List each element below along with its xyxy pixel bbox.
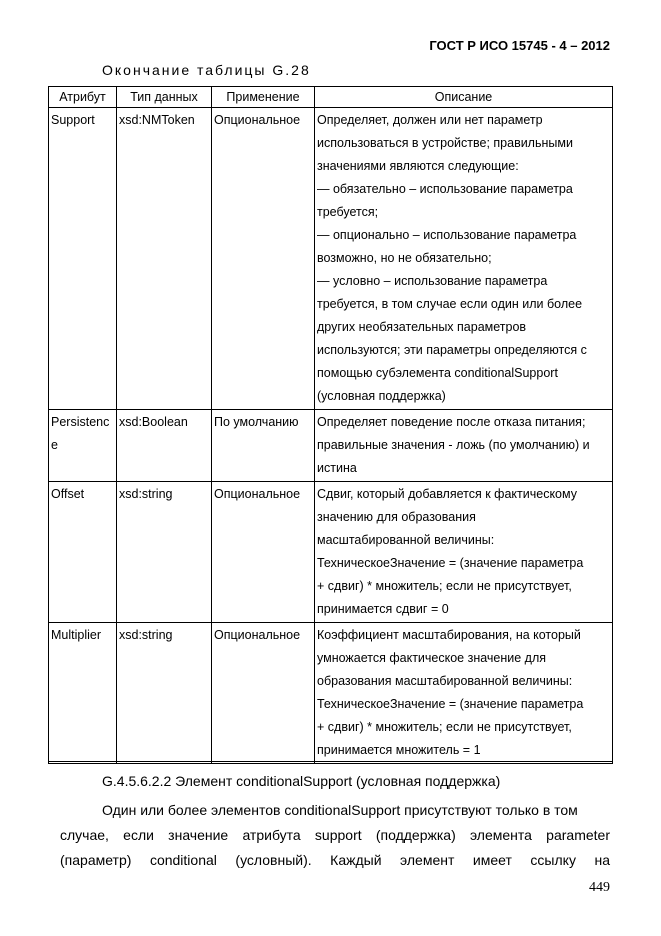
- table-row: [49, 623, 613, 764]
- description-line: + сдвиг) * множитель; если не присутствует,: [317, 579, 572, 593]
- description-line: других необязательных параметров: [317, 320, 527, 334]
- attribute-name-line: e: [51, 438, 58, 452]
- attributes-table: [48, 86, 613, 764]
- page-number: 449: [589, 880, 610, 895]
- description-line: помощью субэлемента conditionalSupport: [317, 366, 558, 380]
- description-line: — условно – использование параметра: [317, 274, 548, 288]
- cell-attribute: [49, 482, 117, 623]
- cell-description: [315, 108, 613, 410]
- cell-description: [315, 623, 613, 764]
- description-line: принимается сдвиг = 0: [317, 602, 449, 616]
- paragraph-first-line: Один или более элементов conditionalSupport присутствуют только в том: [102, 802, 578, 818]
- description-line: + сдвиг) * множитель; если не присутствует,: [317, 720, 572, 734]
- table-body: [49, 108, 613, 764]
- cell-data-type: xsd:Boolean: [117, 410, 212, 482]
- cell-description: [315, 482, 613, 623]
- cell-usage: Опциональное: [212, 108, 315, 410]
- description-line: требуется;: [317, 205, 379, 219]
- description-line: Сдвиг, который добавляется к фактическому: [317, 487, 577, 501]
- description-line: принимается множитель = 1: [317, 743, 481, 757]
- table-row: [49, 482, 613, 623]
- paragraph-line: (параметр) conditional (условный). Каждый элемент имеет ссылку на: [60, 852, 610, 868]
- description-line: значениями являются следующие:: [317, 159, 519, 173]
- cell-usage: Опциональное: [212, 482, 315, 623]
- cell-description: [315, 410, 613, 482]
- description-line: значению для образования: [317, 510, 476, 524]
- cell-data-type: xsd:string: [117, 623, 212, 764]
- description-line: — опционально – использование параметра: [317, 228, 577, 242]
- column-header-description: Описание: [315, 87, 613, 108]
- description-line: ТехническоеЗначение = (значение параметра: [317, 556, 584, 570]
- cell-attribute: [49, 410, 117, 482]
- attribute-name-line: Persistenc: [51, 415, 110, 429]
- cell-attribute: [49, 623, 117, 764]
- description-line: используются; эти параметры определяются с: [317, 343, 587, 357]
- paragraph-line: случае, если значение атрибута support (поддержка) элемента parameter: [60, 827, 610, 843]
- table-row: [49, 410, 613, 482]
- attribute-name-line: Multiplier: [51, 628, 102, 642]
- cell-attribute: [49, 108, 117, 410]
- description-line: требуется, в том случае если один или более: [317, 297, 583, 311]
- description-line: Определяет, должен или нет параметр: [317, 113, 543, 127]
- section-heading: G.4.5.6.2.2 Элемент conditionalSupport (условная поддержка): [102, 773, 501, 789]
- attribute-name-line: Support: [51, 113, 95, 127]
- cell-data-type: xsd:string: [117, 482, 212, 623]
- table-row: [49, 108, 613, 410]
- column-header-attribute: Атрибут: [49, 87, 117, 108]
- column-header-data-type: Тип данных: [117, 87, 212, 108]
- column-header-usage: Применение: [212, 87, 315, 108]
- cell-usage: По умолчанию: [212, 410, 315, 482]
- description-line: истина: [317, 461, 357, 475]
- description-line: правильные значения - ложь (по умолчанию) и: [317, 438, 590, 452]
- description-line: возможно, но не обязательно;: [317, 251, 492, 265]
- description-line: (условная поддержка): [317, 389, 446, 403]
- description-line: Определяет поведение после отказа питания;: [317, 415, 586, 429]
- description-line: ТехническоеЗначение = (значение параметра: [317, 697, 584, 711]
- document-code-header: ГОСТ Р ИСО 15745 - 4 – 2012: [429, 38, 610, 53]
- table-bottom-rule: [48, 761, 612, 762]
- cell-usage: Опциональное: [212, 623, 315, 764]
- description-line: Коэффициент масштабирования, на который: [317, 628, 581, 642]
- attribute-name-line: Offset: [51, 487, 85, 501]
- table-header-row: [49, 87, 613, 108]
- description-line: масштабированной величины:: [317, 533, 495, 547]
- table-caption: Окончание таблицы G.28: [102, 62, 311, 78]
- description-line: — обязательно – использование параметра: [317, 182, 573, 196]
- description-line: умножается фактическое значение для: [317, 651, 547, 665]
- cell-data-type: xsd:NMToken: [117, 108, 212, 410]
- description-line: образования масштабированной величины:: [317, 674, 573, 688]
- description-line: использоваться в устройстве; правильными: [317, 136, 573, 150]
